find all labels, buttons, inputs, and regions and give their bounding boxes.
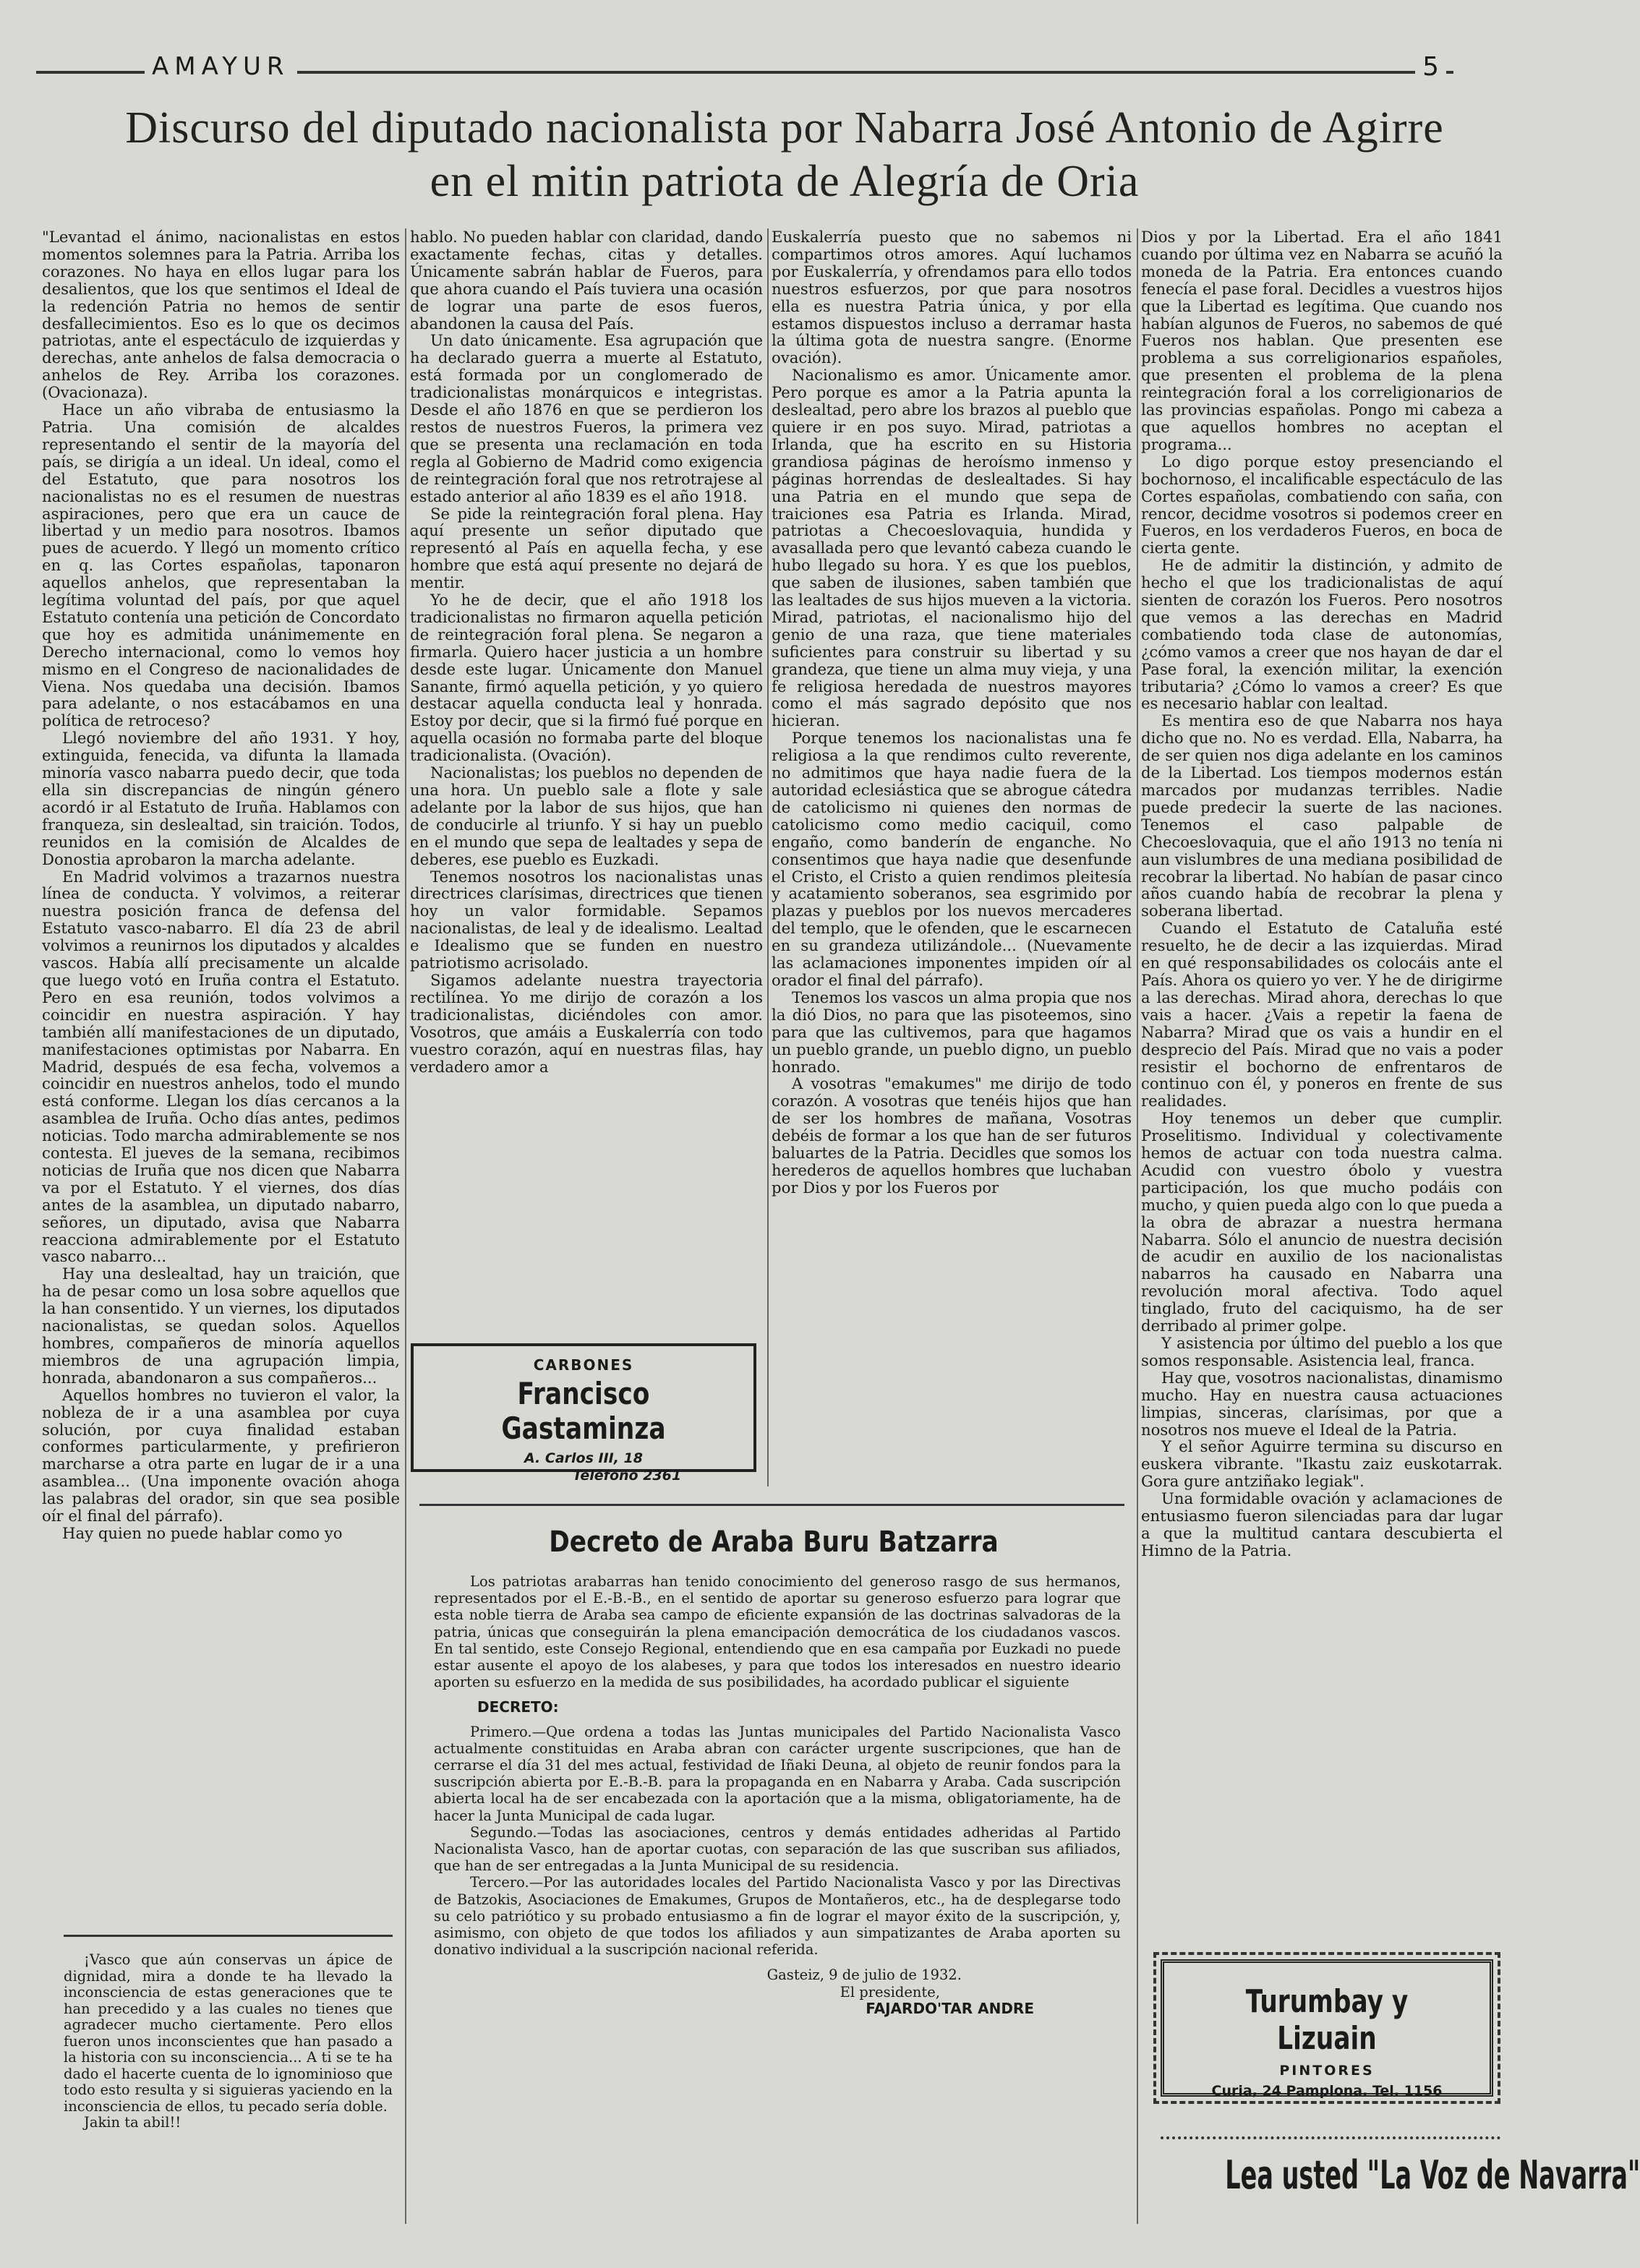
ad-business-name: Turumbay y Lizuain: [1245, 1983, 1409, 2057]
paragraph: Hay quien no puede hablar como yo: [62, 1523, 343, 1542]
paragraph: Porque tenemos los nacionalistas una fe religiosa a la que rendimos culto reverente, no admitimos que haya nadie fuera de la autoridad eclesiástica que se abrogue cátedra de catolicismo ni quienes den normas de catolicismo como medio caciquil, como engaño, como banderín de enganche. No consentimos que haya nadie que desenfunde el Cristo, el Cristo a quien rendimos pleitesía y acatamiento soberanos, sea esgrimido por plazas y pueblos por los nuevos mercaderes del templo, que le ofenden, que le escarnecen en su grandeza utilizándole... (Nuevamente las aclamaciones imponentes impiden oír al orador el final del párrafo).: [772, 729, 1132, 989]
ad-phone: Teléfono 2361: [572, 1468, 682, 1484]
speech-column-3: [772, 228, 1132, 1476]
decree-place-date: Gasteiz, 9 de julio de 1932.: [766, 1967, 962, 1984]
paragraph: Lo digo porque estoy presenciando el bochornoso, el incalificable espectáculo de las Cortes españolas, combatiendo con saña, con rencor, decidme vosotros si podemos creer en Fueros, en los verdaderos Fueros, en boca de cierta gente.: [1141, 452, 1503, 557]
paragraph: Hoy tenemos un deber que cumplir. Proselitismo. Individual y colectivamente hemos de actuar con toda nuestra calma. Acudid con vuestro óbolo y vuestra participación, los que mucho podáis con mucho, y quien pueda algo con lo que pueda a la obra de abrazar a nuestra hermana Nabarra. Sólo el anuncio de nuestra decisión de acudir en auxilio de los nacionalistas nabarros ha causado en Nabarra una revolución moral afectiva. Todo aquel tinglado, fruto del caciquismo, ha de ser derribado al primer golpe.: [1141, 1109, 1503, 1335]
column-rule: [767, 228, 769, 1486]
ad-business-name: Francisco Gastaminza: [501, 1376, 666, 1446]
paragraph: Hace un año vibraba de entusiasmo la Patria. Una comisión de alcaldes representando el sentir de la mayoría del país, se dirigía a un ideal. Un ideal, como el del Estatuto, que para nosotros los nacionalistas no es el resumen de nuestras aspiraciones, pero que era un cauce de libertad y un medio para nosotros. Ibamos pues de acuerdo. Y llegó un momento crítico en q. las Cortes españolas, taponaron aquellos anhelos, que representaban la legítima voluntad del país, por que aquel Estatuto contenía una petición de Concordato que hoy es admitida unánimemente en Derecho internacional, como lo vemos hoy mismo en el Congreso de nacionalidades de Viena. Nos quedaba una decisión. Ibamos para adelante, o nos estacábamos en una política de retroceso?: [42, 401, 400, 730]
paragraph: En Madrid volvimos a trazarnos nuestra línea de conducta. Y volvimos, a reiterar nuestra posición franca de defensa del Estatuto vasco-nabarro. El día 23 de abril volvimos a reunirnos los diputados y alcaldes vascos. Había allí precisamente un alcalde que luego votó en Iruña contra el Estatuto. Pero en esa reunión, todos volvimos a coincidir en nuestra aspiración. Y hay también allí manifestaciones de un diputado, manifestaciones optimistas por Nabarra. En Madrid, después de esa fecha, volvemos a coincidir en nuestros anhelos, todo el mundo está conforme. Llegan los días cercanos a la asamblea de Iruña. Ocho días antes, pedimos noticias. Todo marcha admirablemente se nos contesta. El jueves de la semana, recibimos noticias de Iruña que nos dicen que Nabarra va por el Estatuto. Y el viernes, dos días antes de la asamblea, un diputado nabarro, señores, un diputado, avisa que Nabarra reacciona admirablemente por el Estatuto vasco nabarro...: [42, 867, 400, 1266]
decree-item: Tercero.—Por las autoridades locales del Partido Nacionalista Vasco y por las Directivas de Batzokis, Asociaciones de Emakumes, Grupos de Montañeros, etc., ha de desplegarse todo su celo patriótico y su probado entusiasmo a fin de lograr el mayor éxito de la suscripción, y, asimismo, con objeto de que todos los afiliados y aun simpatizantes de Araba aporten su donativo individual a la suscripción nacional referida.: [434, 1874, 1121, 1959]
speech-column-1: [42, 228, 400, 1913]
paragraph: Hay una deslealtad, hay un traición, que ha de pesar como un losa sobre aquellos que la han consentido. Y un viernes, los diputados nacionalistas, se quedan solos. Aquellos hombres, compañeros de minoría aquellos miembros de una agrupación limpia, honrada, abandonaron a sus compañeros...: [42, 1264, 400, 1387]
ad-slogan: Lea usted "La Voz de Navarra": [1225, 2152, 1640, 2198]
newspaper-advertisement: [1161, 2136, 1640, 2212]
decree-body: [434, 1573, 1121, 2209]
paragraph: Tenemos nosotros los nacionalistas unas directrices clarísimas, directrices que tienen hoy un valor formidable. Sepamos nacionalistas, de leal y de idealismo. Lealtad e Idealismo que se funden en nuestro patriotismo acrisolado.: [410, 867, 763, 972]
ad-address: Curia, 24 Pamplona. Tel. 1156: [1211, 2083, 1443, 2099]
paragraph: Nacionalismo es amor. Únicamente amor. Pero porque es amor a la Patria apunta la deslealtad, pero abre los brazos al pueblo que quiere ir en pos suyo. Mirad, patriotas a Irlanda, que ha escrito en su Historia grandiosa páginas de heroísmo inmenso y páginas horrendas de deslealtades. Si hay una Patria en el mundo que sepa de traiciones esa Patria es Irlanda. Mirad, patriotas a Checoeslovaquia, hundida y avasallada pero que levantó cabeza cuando le hubo llegado su hora. Y es que los pueblos, que saben de ilusiones, saben también que las lealtades de sus hijos mueven a la victoria. Mirad, patriotas, el nacionalismo hijo del genio de una raza, que tiene materiales suficientes para construir su libertad y su grandeza, que tiene un alma muy vieja, y una fe religiosa heredada de nuestros mayores como el más sagrado depósito que nos hicieran.: [772, 366, 1132, 730]
paragraph: ¡Vasco que aún conservas un ápice de dignidad, mira a donde te ha llevado la inconsciencia de estas generaciones que te han precedido y a las cuales no tienes que agradecer mucho ciertamente. Pero ellos fueron unos inconscientes que han pasado a la historia con su inconsciencia... A ti se te ha dado el hacerte cuenta de lo ignominioso que todo esto resulta y si siguieras yaciendo en la inconsciencia de ellos, tu pecado sería doble.: [64, 1951, 393, 2115]
section-rule: [419, 1504, 1124, 1506]
decree-label: DECRETO:: [477, 1698, 559, 1716]
ad-address: A. Carlos III, 18: [524, 1450, 643, 1466]
decree-item: Segundo.—Todas las asociaciones, centros y demás entidades adheridas al Partido Nacionalista Vasco, han de aportar cuotas, con separación de las que suscriban sus afiliados, que han de ser entregadas a la Junta Municipal de su residencia.: [434, 1823, 1121, 1875]
paragraph: Es mentira eso de que Nabarra nos haya dicho que no. No es verdad. Ella, Nabarra, ha de ser quien nos diga adelante en los caminos de la Libertad. Los tiempos modernos están marcados por mudanzas terribles. Nadie puede predecir la suerte de las naciones. Tenemos el caso palpable de Checoeslovaquia, que el año 1913 no tenía ni aun vislumbres de una mediana posibilidad de recobrar la libertad. No habían de pasar cinco años cuando había de recobrar la plena y soberana libertad.: [1141, 711, 1503, 920]
paragraph: Yo he de decir, que el año 1918 los tradicionalistas no firmaron aquella petición de reintegración foral plena. Se negaron a firmarla. Quiero hacer justicia a un hombre desde este lugar. Únicamente don Manuel Sanante, firmó aquella petición, y yo quiero destacar aquella conducta leal y honrada. Estoy por decir, que si la firmó fué porque en aquella ocasión no formaba parte del bloque tradicionalista. (Ovación).: [410, 591, 763, 765]
paragraph: "Levantad el ánimo, nacionalistas en estos momentos solemnes para la Patria. Arriba los corazones. No haya en ellos lugar para los desalientos, que los que sentimos el Ideal de la redención Patria no hemos de sentir desfallecimientos. Eso es lo que os decimos patriotas, ante el espectáculo de izquierdas y derechas, ante anhelos de falsa democracia o anhelos de Rey. Arriba los corazones. (Ovacionaza).: [42, 228, 400, 402]
paragraph: Tenemos los vascos un alma propia que nos la dió Dios, no para que las pisoteemos, sino para que las cultivemos, para que hagamos un pueblo grande, un pueblo digno, un pueblo honrado.: [772, 988, 1132, 1076]
headline: [29, 101, 1540, 208]
paragraph: Y asistencia por último del pueblo a los que somos responsable. Asistencia leal, franca.: [1141, 1334, 1503, 1369]
paragraph: Nacionalistas; los pueblos no dependen de una hora. Un pueblo sale a flote y sale adelante por la labor de sus hijos, que han de conducirle al triunfo. Y si hay un pueblo en el mundo que sepa de lealtades y sepa de deberes, ese pueblo es Euzkadi.: [410, 763, 763, 868]
paragraph: A vosotras "emakumes" me dirijo de todo corazón. A vosotras que tenéis hijos que han de ser los hombres de mañana, Vosotras debéis de formar a los que han de ser futuros baluartes de la Patria. Decidles que somos los herederos de aquellos hombres que luchaban por Dios y por los Fueros por: [772, 1074, 1132, 1197]
column-rule: [405, 228, 406, 2224]
decree-title: Decreto de Araba Buru Batzarra: [549, 1525, 999, 1559]
decree-president-label: El presidente,: [840, 1983, 940, 2000]
paragraph: Euskalerría puesto que no sabemos ni compartimos otros amores. Aquí luchamos por Euskalerría, y ofrendamos para ello todos nuestros esfuerzos, por que para nosotros ella es nuestra Patria única, y por ella estamos dispuestos incluso a derramar hasta la última gota de nuestra sangre. (Enorme ovación).: [772, 228, 1132, 367]
paragraph: Un dato únicamente. Esa agrupación que ha declarado guerra a muerte al Estatuto, está formada por un conglomerado de tradicionalistas monárquicos e integristas. Desde el año 1876 en que se perdieron los restos de nuestros Fueros, la primera vez que se presenta una reclamación en toda regla al Gobierno de Madrid como exigencia de reintegración foral que nos retrotrajese al estado anterior al año 1839 es el año 1918.: [410, 331, 763, 505]
paragraph: Sigamos adelante nuestra trayectoria rectilínea. Yo me dirijo de corazón a los tradicionalistas, diciéndoles con amor. Vosotros, que amáis a Euskalerría con todo vuestro corazón, aquí en nuestras filas, hay verdadero amor a: [410, 970, 763, 1076]
ad-trade: PINTORES: [1279, 2063, 1375, 2079]
speech-column-4: [1141, 228, 1503, 1920]
paragraph: Cuando el Estatuto de Cataluña esté resuelto, he de decir a las izquierdas. Mirad en qué responsabilidades os colocáis ante el País. Ahora os quiero yo ver. Y he de dirigirme a las derechas. Mirad ahora, derechas lo que vais a hacer. ¿Vais a repetir la faena de Nabarra? Mirad que os vais a hundir en el desprecio del País. Mirad que no vais a poder resistir el bochorno de enfrentaros de continuo con él, y poneros en frente de sus realidades.: [1141, 919, 1503, 1111]
page-number: 5: [1415, 52, 1446, 82]
ad-category: CARBONES: [533, 1356, 634, 1374]
vasco-note: [64, 1952, 393, 2227]
paragraph: Una formidable ovación y aclamaciones de entusiasmo fueron silenciadas para dar lugar a que la multitud cantara descubierta el Himno de la Patria.: [1141, 1489, 1503, 1559]
paragraph: Llegó noviembre del año 1931. Y hoy, extinguida, fenecida, va difunta la llamada minoría vasco nabarra puedo decir, que toda ella sin discrepancias de ningún género acordó ir al Estatuto de Iruña. Hablamos con franqueza, sin deslealtad, sin traición. Todos, reunidos en la comisión de Alcaldes de Donostia aprobaron la marcha adelante.: [42, 729, 400, 868]
column-rule: [1137, 228, 1138, 2224]
carbones-advertisement: [411, 1343, 756, 1484]
headline-line-1: Discurso del diputado nacionalista por Nabarra José Antonio de Agirre: [125, 103, 1444, 153]
painters-advertisement: [1161, 1959, 1493, 2097]
headline-line-2: en el mitin patriota de Alegría de Oria: [430, 157, 1140, 206]
paragraph: Jakin ta abil!!: [84, 2114, 181, 2131]
paragraph: Y el señor Aguirre termina su discurso en euskera vibrante. "Ikastu zaiz euskotarrak. Gora gure antziñako legiak".: [1141, 1437, 1503, 1491]
decree-intro: Los patriotas arabarras han tenido conocimiento del generoso rasgo de sus hermanos, representados por el E.-B.-B., en el sentido de aportar su generoso esfuerzo para lograr que esta noble tierra de Araba sea campo de eficiente expansión de las doctrinas salvadoras de la patria, únicas que conseguirán la plena emancipación democrática de los ciudadanos vascos. En tal sentido, este Consejo Regional, entendiendo que en esa campaña por Euzkadi no puede estar ausente el apoyo de los alabeses, y para que todos los interesados en nuestro ideario aporten su esfuerzo en la medida de sus posibilidades, ha acordado publicar el siguiente: [434, 1573, 1121, 1691]
paragraph: Dios y por la Libertad. Era el año 1841 cuando por última vez en Nabarra se acuñó la moneda de la Patria. Era entonces cuando fenecía el pase foral. Decidles a vuestros hijos que la Libertad es legítima. Que cuando nos habían algunos de Fueros, no sabemos de qué Fueros nos hablan. Que presenten ese problema a sus correligionarios españoles, que presenten el problema de la plena reintegración foral a los correligionarios de las provincias españolas. Pongo mi cabeza a que aquellos hombres no aceptan el programa...: [1141, 228, 1503, 453]
paragraph: Aquellos hombres no tuvieron el valor, la nobleza de ir a una asamblea por cuya solución, por cuya finalidad estaban conformes particularmente, y prefirieron marcharse a otra parte en lugar de ir a una asamblea... (Una imponente ovación ahoga las palabras del orador, sin que sea posible oír el final del párrafo).: [42, 1385, 400, 1525]
paragraph: He de admitir la distinción, y admito de hecho el que los tradicionalistas de aquí sienten de corazón los Fueros. Pero nosotros que vemos a las derechas en Madrid combatiendo toda clase de autonomías, ¿cómo vamos a creer que nos hayan de dar el Pase foral, la exención militar, la exención tributaria? ¿Cómo lo vamos a creer? Es que es necesario hablar con lealtad.: [1141, 556, 1503, 713]
decree-item: Primero.—Que ordena a todas las Juntas municipales del Partido Nacionalista Vasco actualmente constituidas en Araba abran con carácter urgente suscripciones, que han de cerrarse el día 31 del mes actual, festividad de Iñaki Deuna, al objeto de reunir fondos para la suscripción abierta por E.-B.-B. para la propaganda en en Nabarra y Araba. Cada suscripción abierta local ha de ser encabezada con la aportación que a la misma, obligatoriamente, ha de hacer la Junta Municipal de cada lugar.: [434, 1723, 1121, 1824]
paragraph: hablo. No pueden hablar con claridad, dando exactamente fechas, citas y detalles. Únicamente sabrán hablar de Fueros, para que ahora cuando el País tuviera una ocasión de lograr una parte de esos fueros, abandonen la causa del País.: [410, 228, 763, 333]
decree-president-name: FAJARDO'TAR ANDRE: [866, 1999, 1034, 2017]
paragraph: Hay que, vosotros nacionalistas, dinamismo mucho. Hay en nuestra causa actuaciones limpias, sinceras, clarísimas, por que a nosotros nos mueve el Ideal de la Patria.: [1141, 1368, 1503, 1439]
paragraph: Se pide la reintegración foral plena. Hay aquí presente un señor diputado que representó al País en aquella fecha, y ese hombre que está aquí presente no dejará de mentir.: [410, 504, 763, 592]
masthead: [36, 52, 1490, 81]
masthead-name: AMAYUR: [145, 52, 297, 81]
section-rule: [64, 1935, 393, 1937]
speech-column-2: [410, 228, 763, 1335]
